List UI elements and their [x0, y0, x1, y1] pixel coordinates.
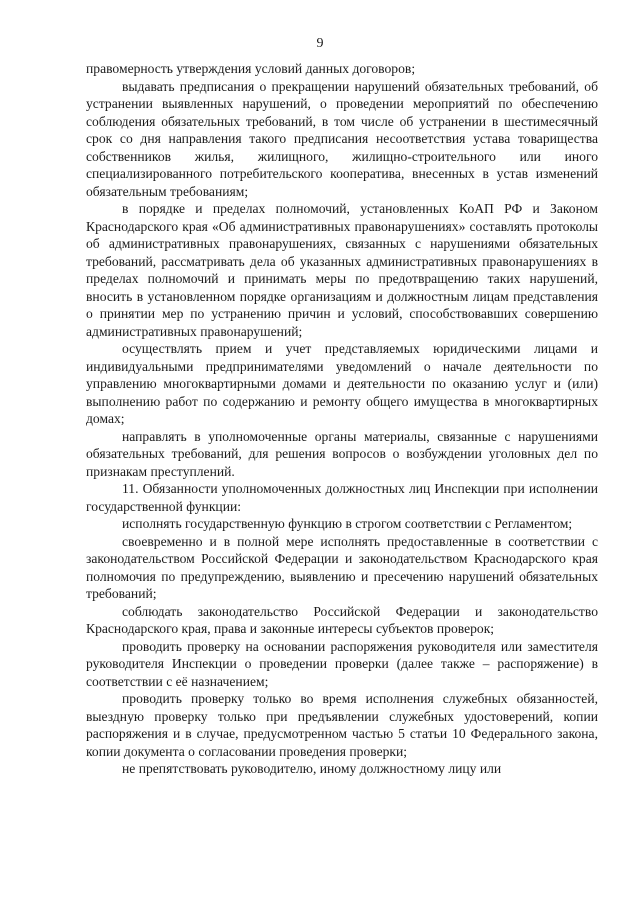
paragraph-11: проводить проверку только во время исполнения служебных обязанностей, выездную проверку только при предъявлении служебных удостоверений, копии распоряжения и в случае, предусмотренном частью 5 статьи 10 Федерального закона, копии документа о согласовании проведения проверки;	[86, 691, 598, 759]
paragraph-9: соблюдать законодательство Российской Федерации и законодательство Краснодарского края, права и законные интересы субъектов проверок;	[86, 603, 598, 636]
paragraph-2: выдавать предписания о прекращении нарушений обязательных требований, об устранении выявленных нарушений, о проведении мероприятий по обеспечению соблюдения обязательных требований, в том числе об устранении в шестимесячный срок со дня направления такого предписания несоответствия устава товарищества собственников жилья, жилищного, жилищно-строительного или иного специализированного потребительского кооператива, внесенных в устав изменений обязательным требованиям;	[86, 78, 598, 199]
paragraph-12: не препятствовать руководителю, иному должностному лицу или	[122, 761, 502, 776]
paragraph-8: своевременно и в полной мере исполнять предоставленные в соответствии с законодательством Российской Федерации и законодательством Краснодарского края полномочия по предупреждению, выявлению и пресечению нарушений обязательных требований;	[86, 533, 598, 601]
section-heading-11: 11. Обязанности уполномоченных должностных лиц Инспекции при исполнении государственной функции:	[86, 481, 598, 514]
page-number: 9	[316, 36, 324, 51]
paragraph-4: осуществлять прием и учет представляемых юридическими лицами и индивидуальными предпринимателями уведомлений о начале деятельности по управлению многоквартирными домами и деятельности по оказанию услуг и (или) выполнению работ по содержанию и ремонту общего имущества в многоквартирных домах;	[86, 341, 598, 426]
paragraph-7: исполнять государственную функцию в строгом соответствии с Регламентом;	[122, 516, 573, 531]
paragraph-1: правомерность утверждения условий данных договоров;	[86, 61, 416, 76]
document-body	[86, 60, 598, 778]
paragraph-3: в порядке и пределах полномочий, установленных КоАП РФ и Законом Краснодарского края «Об административных правонарушениях» составлять протоколы об административных правонарушениях, связанных с нарушениями обязательных требований, рассматривать дела об указанных административных правонарушениях в пределах полномочий и принимать меры по предотвращению таких нарушений, вносить в установленном порядке организациям и должностным лицам представления о принятии мер по устранению причин и условий, способствовавших совершению административных правонарушений;	[86, 201, 598, 339]
paragraph-5: направлять в уполномоченные органы материалы, связанные с нарушениями обязательных требований, для решения вопросов о возбуждении уголовных дел по признакам преступлений.	[86, 428, 598, 479]
paragraph-10: проводить проверку на основании распоряжения руководителя или заместителя руководителя Инспекции о проведении проверки (далее также – распоряжение) в соответствии с её назначением;	[86, 638, 598, 689]
